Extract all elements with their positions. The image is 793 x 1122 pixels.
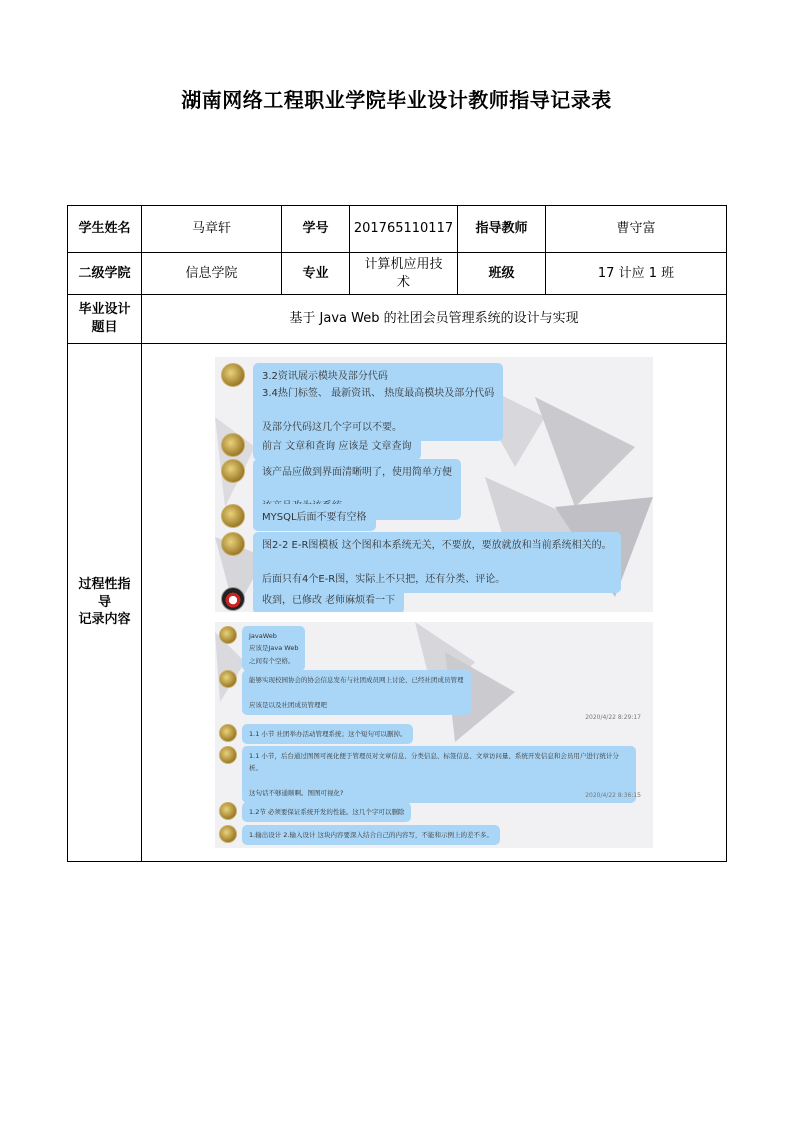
process-label-line3: 记录内容 [78, 612, 131, 628]
student-name-value: 马章轩 [142, 206, 282, 253]
chat-bubble: 1.1 小节 社团举办活动管理系统；这个短句可以删掉。 [242, 724, 413, 744]
chat-timestamp: 2020/4/22 8:36:15 [585, 792, 641, 799]
advisor-value: 曹守富 [546, 206, 727, 253]
avatar [219, 825, 237, 843]
page-title: 湖南网络工程职业学院毕业设计教师指导记录表 [181, 88, 612, 112]
major-label: 专业 [282, 253, 350, 295]
chat-screenshot-1 [215, 357, 653, 612]
chat-message [221, 433, 421, 460]
avatar [219, 626, 237, 644]
class-value: 17 计应 1 班 [546, 253, 727, 295]
chat-message [221, 587, 404, 612]
avatar [221, 532, 245, 556]
avatar [221, 459, 245, 483]
student-id-value: 201765110117 [350, 206, 458, 253]
chat-bubble: 1.1 小节，后台通过图图可视化便于管理员对文章信息、分类信息、标签信息、文章访问量、系统开发信息和会员用户进行统计分析。 这句话不够通顺啊。图图可视化? [242, 746, 636, 803]
process-label [68, 344, 142, 862]
chat-timestamp: 2020/4/22 8:29:17 [585, 714, 641, 721]
chat-message [221, 504, 376, 531]
topic-label-line1: 毕业设计 [78, 302, 131, 318]
process-content [142, 344, 727, 862]
process-label-line2: 导 [97, 594, 111, 610]
chat-message [219, 670, 471, 715]
chat-message [219, 724, 413, 744]
guidance-record-table [67, 205, 727, 862]
major-value [350, 253, 458, 295]
chat-screenshot-2 [215, 622, 653, 848]
chat-bubble: JavaWeb 应该是Java Web 之间有个空格。 [242, 626, 305, 671]
avatar [219, 670, 237, 688]
college-value: 信息学院 [142, 253, 282, 295]
chat-message [219, 626, 305, 671]
advisor-label: 指导教师 [458, 206, 546, 253]
chat-message [219, 825, 500, 845]
avatar [219, 746, 237, 764]
chat-message [221, 532, 621, 593]
major-value-line1: 计算机应用技 [364, 256, 443, 272]
chat-message [219, 802, 411, 822]
avatar [221, 363, 245, 387]
chat-bubble: 图2-2 E-R图模板 这个图和本系统无关，不要放，要放就放和当前系统相关的。 后面只有4个E-R图，实际上不只把，还有分类、评论。 [253, 532, 621, 593]
chat-bubble: 前言 文章和查询 应该是 文章查询 [253, 433, 421, 460]
student-name-label: 学生姓名 [68, 206, 142, 253]
avatar [221, 433, 245, 457]
chat-message [219, 746, 636, 803]
college-label: 二级学院 [68, 253, 142, 295]
chat-message [221, 363, 503, 441]
avatar [221, 587, 245, 611]
chat-bubble: 1.输出设计 2.输入设计 这块内容要深入结合自己的内容写，不能和示例上的差不多。 [242, 825, 500, 845]
chat-bubble: 1.2节 必须要保证系统开发的性能。这几个字可以删除 [242, 802, 411, 822]
chat-bubble: 该产品应做到界面清晰明了，使用简单方便 [253, 459, 461, 520]
avatar [219, 724, 237, 742]
chat-bubble: MYSQL后面不要有空格 [253, 504, 376, 531]
major-value-line2: 术 [396, 274, 410, 290]
chat-bubble: 收到，已修改 老师麻烦看一下 [253, 587, 404, 612]
student-id-label: 学号 [282, 206, 350, 253]
chat-bubble: 3.2资讯展示模块及部分代码 3.4热门标签、 最新资讯、 热度最高模块及部分代码 及部分代码这几个字可以不要。 [253, 363, 503, 441]
topic-value: 基于 Java Web 的社团会员管理系统的设计与实现 [142, 295, 727, 344]
topic-label [68, 295, 142, 344]
class-label: 班级 [458, 253, 546, 295]
avatar [221, 504, 245, 528]
topic-label-line2: 题目 [91, 320, 118, 335]
chat-bubble: 能够实现校园协会的协会信息发布与社团成员网上讨论、已经社团成员管理 应该是以及社团成员管理吧 [242, 670, 471, 715]
avatar [219, 802, 237, 820]
process-label-line1: 过程性指 [78, 577, 131, 593]
